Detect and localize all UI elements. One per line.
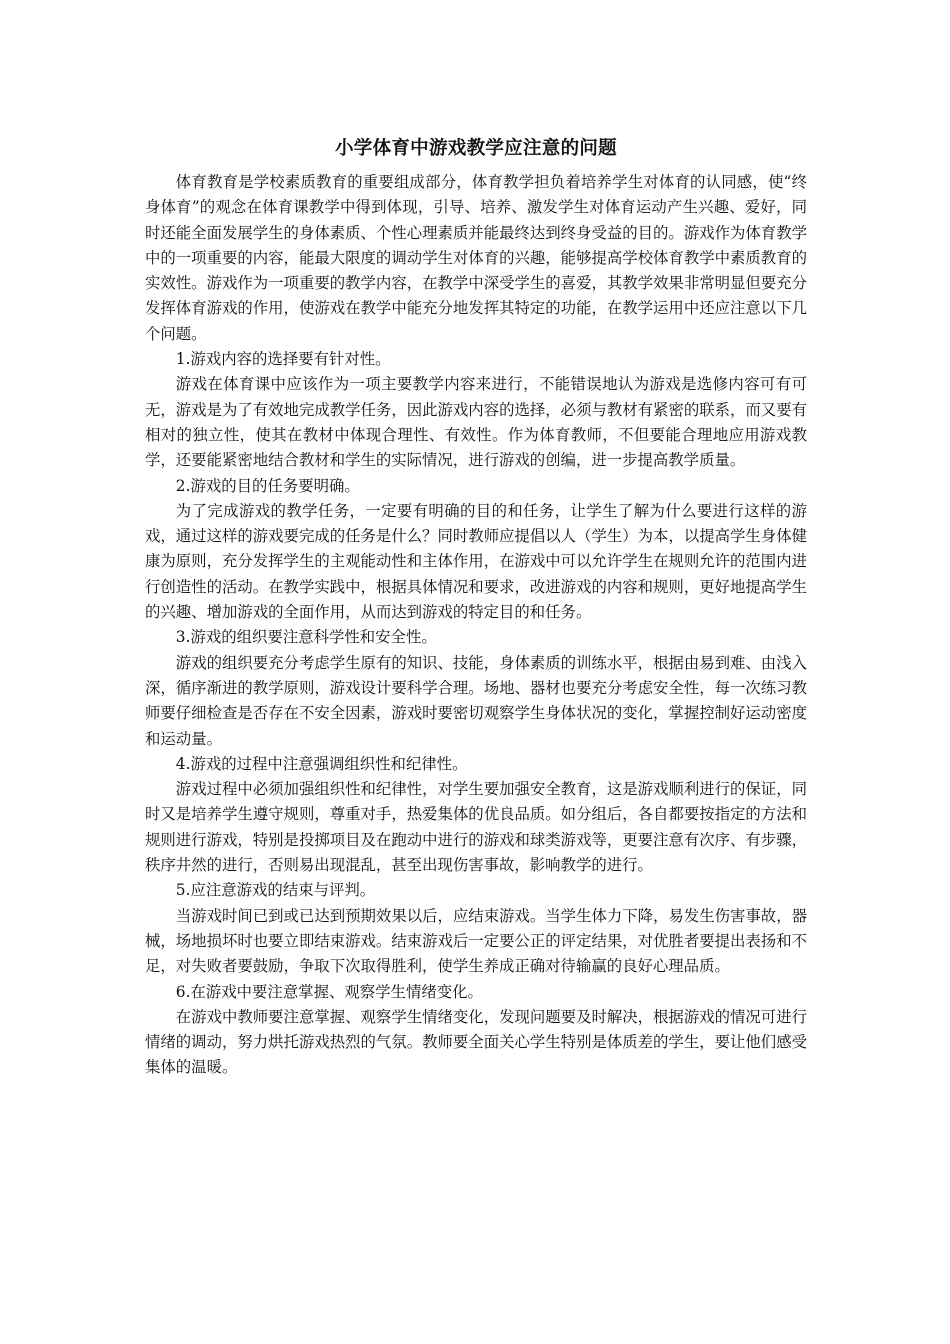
section-body-3: 游戏的组织要充分考虑学生原有的知识、技能，身体素质的训练水平，根据由易到难、由浅入深，循序渐进的教学原则，游戏设计要科学合理。场地、器材也要充分考虑安全性，每一次练习教师要仔细检查是否存在不安全因素，游戏时要密切观察学生身体状况的变化，掌握控制好运动密度和运动量。	[145, 653, 807, 748]
section-heading-5: 5.应注意游戏的结束与评判。	[175, 881, 376, 900]
section-body-4: 游戏过程中必须加强组织性和纪律性，对学生要加强安全教育，这是游戏顺利进行的保证，同时又是培养学生遵守规则，尊重对手，热爱集体的优良品质。如分组后，各自都要按指定的方法和规则进行游戏，特别是投掷项目及在跑动中进行的游戏和球类游戏等，更要注意有次序、有步骤，秩序井然的进行，否则易出现混乱，甚至出现伤害事故，影响教学的进行。	[145, 780, 807, 875]
section-body-2: 为了完成游戏的教学任务，一定要有明确的目的和任务，让学生了解为什么要进行这样的游戏，通过这样的游戏要完成的任务是什么？同时教师应提倡以人（学生）为本，以提高学生身体健康为原则，充分发挥学生的主观能动性和主体作用，在游戏中可以允许学生在规则允许的范围内进行创造性的活动。在教学实践中，根据具体情况和要求，改进游戏的内容和规则，更好地提高学生的兴趣、增加游戏的全面作用，从而达到游戏的特定目的和任务。	[145, 501, 807, 622]
section-heading-1: 1.游戏内容的选择要有针对性。	[175, 350, 391, 369]
section-heading-2: 2.游戏的目的任务要明确。	[175, 476, 360, 495]
document-page	[145, 126, 807, 1081]
intro-paragraph: 体育教育是学校素质教育的重要组成部分，体育教学担负着培养学生对体育的认同感，使“终身体育”的观念在体育课教学中得到体现，引导、培养、激发学生对体育运动产生兴趣、爱好，同时还能全面发展学生的身体素质、个性心理素质并能最终达到终身受益的目的。游戏作为体育教学中的一项重要的内容，能最大限度的调动学生对体育的兴趣，能够提高学校体育教学中素质教育的实效性。游戏作为一项重要的教学内容，在教学中深受学生的喜爱，其教学效果非常明显但要充分发挥体育游戏的作用，使游戏在教学中能充分地发挥其特定的功能，在教学运用中还应注意以下几个问题。	[145, 173, 807, 343]
document-title: 小学体育中游戏教学应注意的问题	[334, 138, 617, 159]
section-heading-6: 6.在游戏中要注意掌握、观察学生情绪变化。	[175, 982, 483, 1001]
section-heading-3: 3.游戏的组织要注意科学性和安全性。	[175, 628, 437, 647]
section-heading-4: 4.游戏的过程中注意强调组织性和纪律性。	[175, 754, 468, 773]
section-body-6: 在游戏中教师要注意掌握、观察学生情绪变化，发现问题要及时解决，根据游戏的情况可进行情绪的调动，努力烘托游戏热烈的气氛。教师要全面关心学生特别是体质差的学生，要让他们感受集体的温暖。	[145, 1007, 807, 1077]
section-body-5: 当游戏时间已到或已达到预期效果以后，应结束游戏。当学生体力下降，易发生伤害事故，器械，场地损坏时也要立即结束游戏。结束游戏后一定要公正的评定结果，对优胜者要提出表扬和不足，对失败者要鼓励，争取下次取得胜利，使学生养成正确对待输赢的良好心理品质。	[145, 906, 807, 976]
section-body-1: 游戏在体育课中应该作为一项主要教学内容来进行，不能错误地认为游戏是选修内容可有可无，游戏是为了有效地完成教学任务，因此游戏内容的选择，必须与教材有紧密的联系，而又要有相对的独立性，使其在教材中体现合理性、有效性。作为体育教师，不但要能合理地应用游戏教学，还要能紧密地结合教材和学生的实际情况，进行游戏的创编，进一步提高教学质量。	[145, 375, 807, 470]
